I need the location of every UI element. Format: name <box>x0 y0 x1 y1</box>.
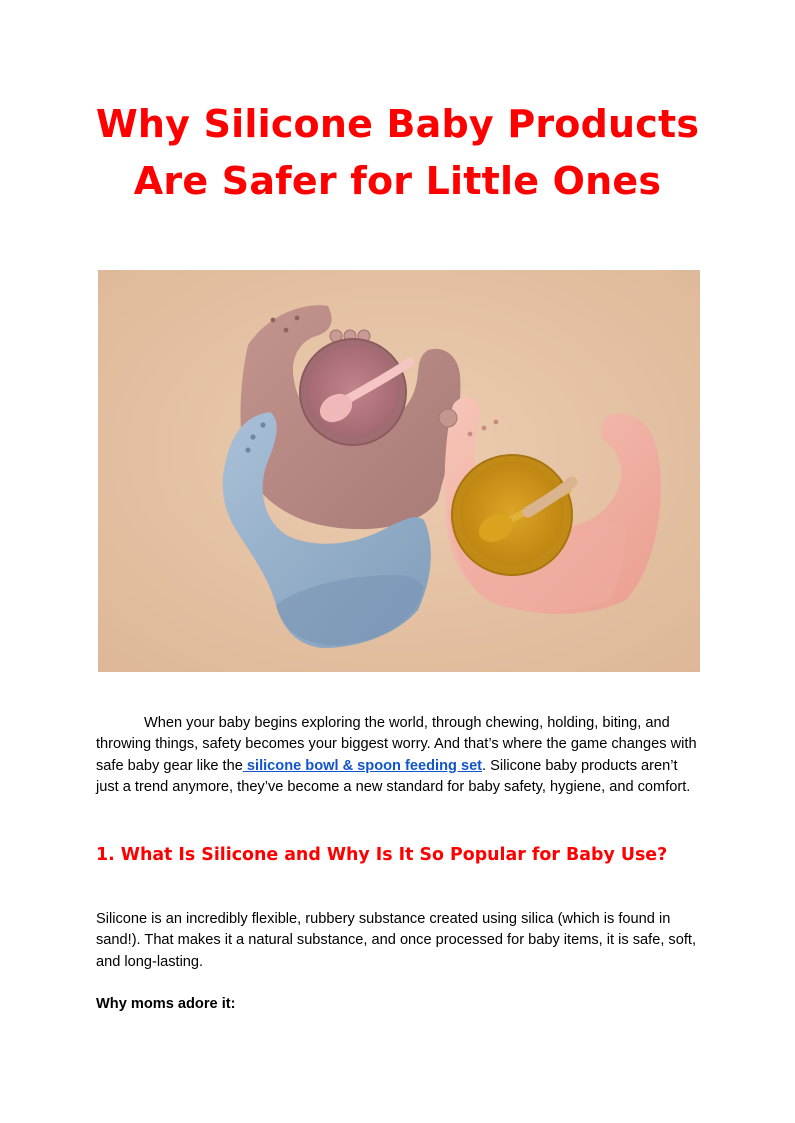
why-moms-subheading: Why moms adore it: <box>96 996 236 1012</box>
section-1-paragraph: Silicone is an incredibly flexible, rubbery substance created using silica (which is found in sand!). That makes it a natural substance, and once processed for baby items, it is safe, soft, and long-lasting. <box>96 911 697 970</box>
feeding-set-link[interactable]: silicone bowl & spoon feeding set <box>242 757 483 774</box>
title-line-1: Why Silicone Baby Products <box>95 102 700 146</box>
page-title <box>0 96 795 210</box>
section-1-heading: 1. What Is Silicone and Why Is It So Popular for Baby Use? <box>96 845 668 865</box>
intro-text-after: . Silicone baby products aren’t just a trend anymore, they’ve become a new standard for baby safety, hygiene, and comfort. <box>96 757 691 795</box>
hero-image <box>98 270 700 672</box>
intro-paragraph <box>96 713 700 798</box>
intro-text-before: When your baby begins exploring the world, through chewing, holding, biting, and throwing things, safety becomes your biggest worry. And that’s where the game changes with safe baby gear like the <box>96 715 697 774</box>
title-line-2: Are Safer for Little Ones <box>133 159 662 203</box>
